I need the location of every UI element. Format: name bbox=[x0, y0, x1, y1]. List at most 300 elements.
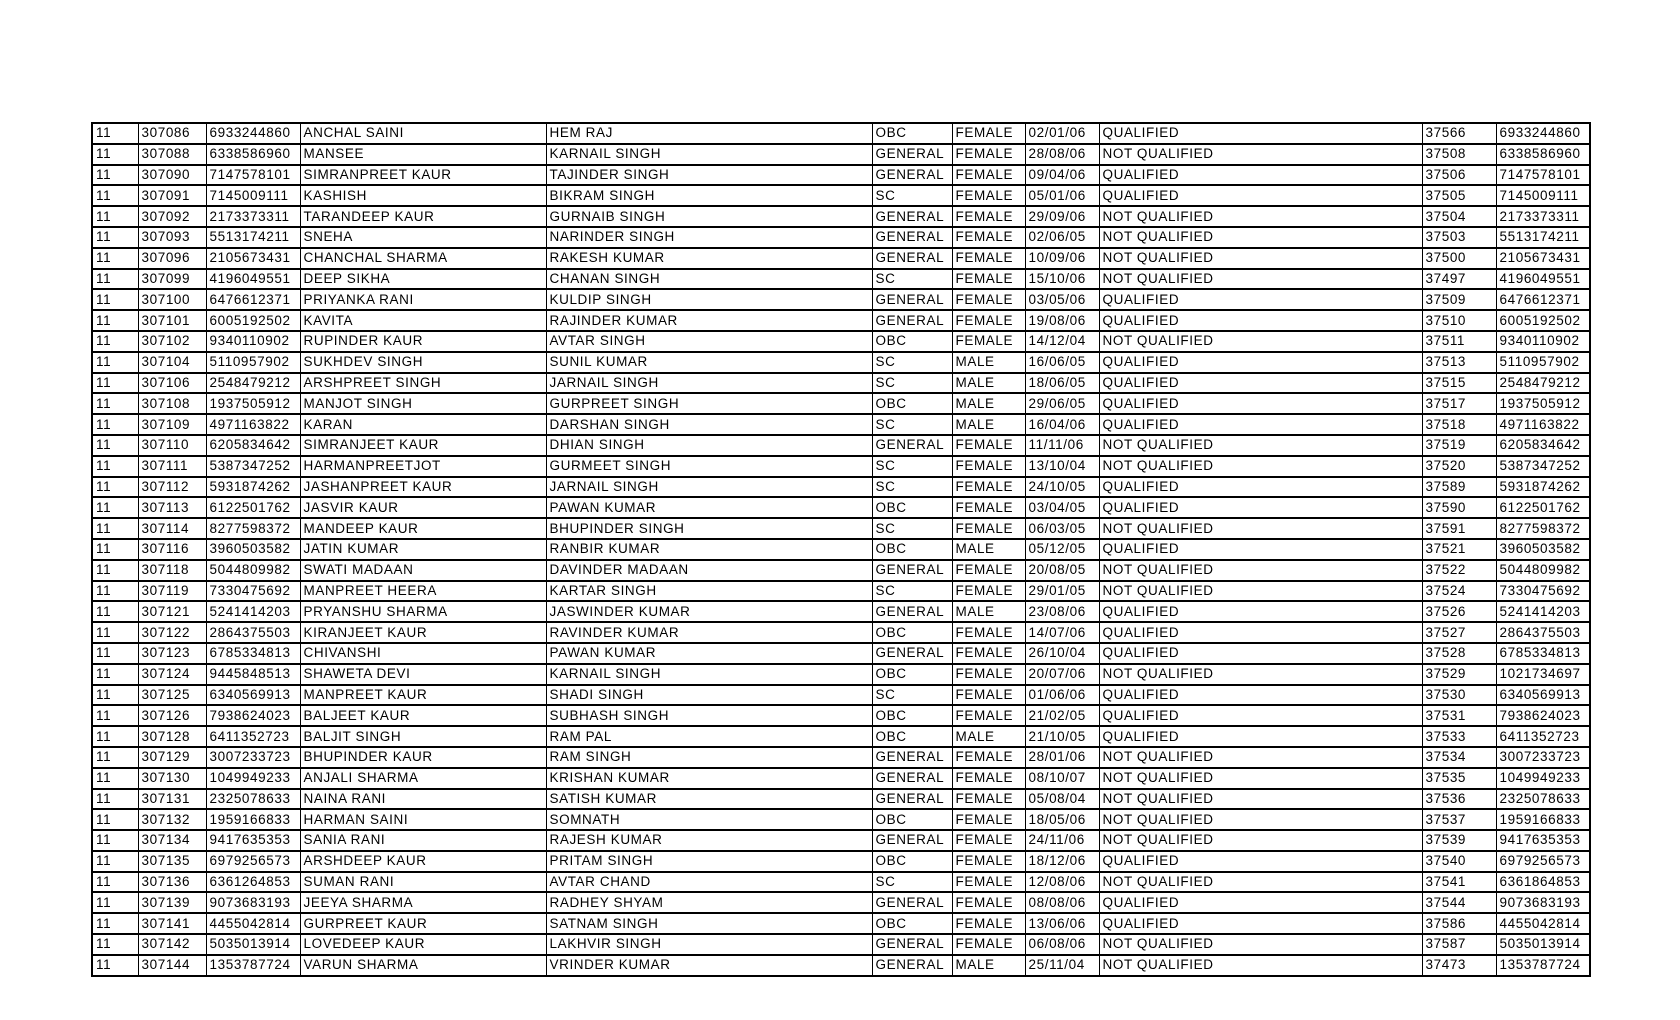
table-row bbox=[92, 269, 1590, 290]
result-cell: QUALIFIED bbox=[1099, 165, 1422, 186]
code-cell: 37513 bbox=[1422, 352, 1496, 373]
class-cell: 11 bbox=[92, 768, 138, 789]
gender-cell: FEMALE bbox=[952, 331, 1025, 352]
gender-cell: MALE bbox=[952, 539, 1025, 560]
table-row bbox=[92, 206, 1590, 227]
table-row bbox=[92, 352, 1590, 373]
dob-cell: 16/06/05 bbox=[1025, 352, 1099, 373]
table-row bbox=[92, 144, 1590, 165]
father-name-cell: NARINDER SINGH bbox=[546, 227, 872, 248]
result-cell: QUALIFIED bbox=[1099, 601, 1422, 622]
table-row bbox=[92, 913, 1590, 934]
registration-id-cell: 6476612371 bbox=[206, 289, 300, 310]
code-cell: 37508 bbox=[1422, 144, 1496, 165]
reference-id-cell: 6785334813 bbox=[1496, 643, 1590, 664]
code-cell: 37517 bbox=[1422, 393, 1496, 414]
class-cell: 11 bbox=[92, 289, 138, 310]
registration-id-cell: 1353787724 bbox=[206, 955, 300, 976]
registration-id-cell: 7147578101 bbox=[206, 165, 300, 186]
result-cell: NOT QUALIFIED bbox=[1099, 518, 1422, 539]
code-cell: 37533 bbox=[1422, 726, 1496, 747]
student-name-cell: SWATI MADAAN bbox=[300, 560, 546, 581]
result-cell: QUALIFIED bbox=[1099, 726, 1422, 747]
roll-number-cell: 307091 bbox=[138, 185, 206, 206]
category-cell: GENERAL bbox=[872, 601, 952, 622]
roll-number-cell: 307131 bbox=[138, 789, 206, 810]
reference-id-cell: 6338586960 bbox=[1496, 144, 1590, 165]
student-name-cell: CHIVANSHI bbox=[300, 643, 546, 664]
code-cell: 37520 bbox=[1422, 456, 1496, 477]
student-name-cell: SUKHDEV SINGH bbox=[300, 352, 546, 373]
code-cell: 37539 bbox=[1422, 830, 1496, 851]
student-name-cell: RUPINDER KAUR bbox=[300, 331, 546, 352]
reference-id-cell: 5044809982 bbox=[1496, 560, 1590, 581]
registration-id-cell: 5931874262 bbox=[206, 477, 300, 498]
code-cell: 37509 bbox=[1422, 289, 1496, 310]
registration-id-cell: 6005192502 bbox=[206, 310, 300, 331]
registration-id-cell: 1049949233 bbox=[206, 768, 300, 789]
registration-id-cell: 8277598372 bbox=[206, 518, 300, 539]
father-name-cell: LAKHVIR SINGH bbox=[546, 934, 872, 955]
table-row bbox=[92, 185, 1590, 206]
table-row bbox=[92, 539, 1590, 560]
category-cell: GENERAL bbox=[872, 768, 952, 789]
registration-id-cell: 9073683193 bbox=[206, 892, 300, 913]
class-cell: 11 bbox=[92, 913, 138, 934]
result-cell: QUALIFIED bbox=[1099, 497, 1422, 518]
gender-cell: FEMALE bbox=[952, 185, 1025, 206]
student-name-cell: HARMAN SAINI bbox=[300, 809, 546, 830]
registration-id-cell: 2105673431 bbox=[206, 248, 300, 269]
result-cell: NOT QUALIFIED bbox=[1099, 955, 1422, 976]
roll-number-cell: 307092 bbox=[138, 206, 206, 227]
code-cell: 37524 bbox=[1422, 581, 1496, 602]
category-cell: GENERAL bbox=[872, 227, 952, 248]
code-cell: 37590 bbox=[1422, 497, 1496, 518]
table-row bbox=[92, 435, 1590, 456]
student-name-cell: BALJIT SINGH bbox=[300, 726, 546, 747]
gender-cell: FEMALE bbox=[952, 851, 1025, 872]
student-name-cell: JATIN KUMAR bbox=[300, 539, 546, 560]
father-name-cell: PAWAN KUMAR bbox=[546, 497, 872, 518]
roll-number-cell: 307128 bbox=[138, 726, 206, 747]
result-cell: QUALIFIED bbox=[1099, 851, 1422, 872]
class-cell: 11 bbox=[92, 892, 138, 913]
result-cell: QUALIFIED bbox=[1099, 685, 1422, 706]
roll-number-cell: 307106 bbox=[138, 373, 206, 394]
table-row bbox=[92, 705, 1590, 726]
class-cell: 11 bbox=[92, 144, 138, 165]
student-name-cell: MANPREET HEERA bbox=[300, 581, 546, 602]
reference-id-cell: 4971163822 bbox=[1496, 414, 1590, 435]
gender-cell: FEMALE bbox=[952, 310, 1025, 331]
class-cell: 11 bbox=[92, 705, 138, 726]
table-row bbox=[92, 123, 1590, 144]
student-name-cell: MANSEE bbox=[300, 144, 546, 165]
gender-cell: MALE bbox=[952, 352, 1025, 373]
table-row bbox=[92, 643, 1590, 664]
dob-cell: 26/10/04 bbox=[1025, 643, 1099, 664]
result-cell: NOT QUALIFIED bbox=[1099, 872, 1422, 893]
category-cell: OBC bbox=[872, 913, 952, 934]
gender-cell: FEMALE bbox=[952, 560, 1025, 581]
father-name-cell: SATISH KUMAR bbox=[546, 789, 872, 810]
student-name-cell: JEEYA SHARMA bbox=[300, 892, 546, 913]
father-name-cell: DARSHAN SINGH bbox=[546, 414, 872, 435]
registration-id-cell: 6122501762 bbox=[206, 497, 300, 518]
student-name-cell: ARSHDEEP KAUR bbox=[300, 851, 546, 872]
student-name-cell: GURPREET KAUR bbox=[300, 913, 546, 934]
reference-id-cell: 2548479212 bbox=[1496, 373, 1590, 394]
roll-number-cell: 307139 bbox=[138, 892, 206, 913]
category-cell: GENERAL bbox=[872, 789, 952, 810]
table-row bbox=[92, 955, 1590, 976]
class-cell: 11 bbox=[92, 581, 138, 602]
class-cell: 11 bbox=[92, 435, 138, 456]
result-cell: QUALIFIED bbox=[1099, 643, 1422, 664]
dob-cell: 24/10/05 bbox=[1025, 477, 1099, 498]
category-cell: SC bbox=[872, 414, 952, 435]
father-name-cell: PAWAN KUMAR bbox=[546, 643, 872, 664]
table-row bbox=[92, 289, 1590, 310]
class-cell: 11 bbox=[92, 664, 138, 685]
registration-id-cell: 7145009111 bbox=[206, 185, 300, 206]
dob-cell: 28/01/06 bbox=[1025, 747, 1099, 768]
category-cell: GENERAL bbox=[872, 206, 952, 227]
code-cell: 37537 bbox=[1422, 809, 1496, 830]
category-cell: GENERAL bbox=[872, 955, 952, 976]
table-row bbox=[92, 851, 1590, 872]
gender-cell: MALE bbox=[952, 601, 1025, 622]
father-name-cell: SHADI SINGH bbox=[546, 685, 872, 706]
dob-cell: 10/09/06 bbox=[1025, 248, 1099, 269]
reference-id-cell: 1353787724 bbox=[1496, 955, 1590, 976]
gender-cell: FEMALE bbox=[952, 165, 1025, 186]
dob-cell: 29/09/06 bbox=[1025, 206, 1099, 227]
dob-cell: 02/01/06 bbox=[1025, 123, 1099, 144]
student-name-cell: PRIYANKA RANI bbox=[300, 289, 546, 310]
dob-cell: 06/08/06 bbox=[1025, 934, 1099, 955]
registration-id-cell: 6205834642 bbox=[206, 435, 300, 456]
gender-cell: FEMALE bbox=[952, 123, 1025, 144]
result-cell: QUALIFIED bbox=[1099, 622, 1422, 643]
roll-number-cell: 307113 bbox=[138, 497, 206, 518]
roll-number-cell: 307124 bbox=[138, 664, 206, 685]
category-cell: OBC bbox=[872, 851, 952, 872]
class-cell: 11 bbox=[92, 934, 138, 955]
student-name-cell: SUMAN RANI bbox=[300, 872, 546, 893]
class-cell: 11 bbox=[92, 643, 138, 664]
registration-id-cell: 4455042814 bbox=[206, 913, 300, 934]
dob-cell: 03/04/05 bbox=[1025, 497, 1099, 518]
class-cell: 11 bbox=[92, 456, 138, 477]
category-cell: GENERAL bbox=[872, 289, 952, 310]
code-cell: 37544 bbox=[1422, 892, 1496, 913]
code-cell: 37511 bbox=[1422, 331, 1496, 352]
code-cell: 37591 bbox=[1422, 518, 1496, 539]
category-cell: SC bbox=[872, 185, 952, 206]
father-name-cell: GURNAIB SINGH bbox=[546, 206, 872, 227]
class-cell: 11 bbox=[92, 352, 138, 373]
dob-cell: 05/12/05 bbox=[1025, 539, 1099, 560]
code-cell: 37534 bbox=[1422, 747, 1496, 768]
result-cell: NOT QUALIFIED bbox=[1099, 331, 1422, 352]
table-row bbox=[92, 809, 1590, 830]
father-name-cell: KULDIP SINGH bbox=[546, 289, 872, 310]
roll-number-cell: 307121 bbox=[138, 601, 206, 622]
reference-id-cell: 9340110902 bbox=[1496, 331, 1590, 352]
reference-id-cell: 1959166833 bbox=[1496, 809, 1590, 830]
table-body bbox=[92, 123, 1590, 976]
table-row bbox=[92, 518, 1590, 539]
reference-id-cell: 7147578101 bbox=[1496, 165, 1590, 186]
registration-id-cell: 7938624023 bbox=[206, 705, 300, 726]
father-name-cell: KRISHAN KUMAR bbox=[546, 768, 872, 789]
gender-cell: MALE bbox=[952, 414, 1025, 435]
category-cell: GENERAL bbox=[872, 560, 952, 581]
roll-number-cell: 307136 bbox=[138, 872, 206, 893]
registration-id-cell: 5044809982 bbox=[206, 560, 300, 581]
category-cell: GENERAL bbox=[872, 144, 952, 165]
category-cell: SC bbox=[872, 477, 952, 498]
code-cell: 37503 bbox=[1422, 227, 1496, 248]
result-cell: NOT QUALIFIED bbox=[1099, 934, 1422, 955]
result-cell: QUALIFIED bbox=[1099, 539, 1422, 560]
reference-id-cell: 6361864853 bbox=[1496, 872, 1590, 893]
result-cell: QUALIFIED bbox=[1099, 393, 1422, 414]
student-name-cell: JASHANPREET KAUR bbox=[300, 477, 546, 498]
category-cell: OBC bbox=[872, 705, 952, 726]
student-name-cell: MANDEEP KAUR bbox=[300, 518, 546, 539]
category-cell: GENERAL bbox=[872, 892, 952, 913]
roll-number-cell: 307112 bbox=[138, 477, 206, 498]
father-name-cell: KARNAIL SINGH bbox=[546, 144, 872, 165]
roll-number-cell: 307141 bbox=[138, 913, 206, 934]
table-row bbox=[92, 497, 1590, 518]
code-cell: 37518 bbox=[1422, 414, 1496, 435]
roll-number-cell: 307129 bbox=[138, 747, 206, 768]
father-name-cell: SUNIL KUMAR bbox=[546, 352, 872, 373]
class-cell: 11 bbox=[92, 539, 138, 560]
dob-cell: 29/01/05 bbox=[1025, 581, 1099, 602]
student-name-cell: TARANDEEP KAUR bbox=[300, 206, 546, 227]
class-cell: 11 bbox=[92, 206, 138, 227]
roll-number-cell: 307119 bbox=[138, 581, 206, 602]
category-cell: GENERAL bbox=[872, 165, 952, 186]
results-sheet bbox=[91, 122, 1589, 977]
roll-number-cell: 307130 bbox=[138, 768, 206, 789]
student-name-cell: CHANCHAL SHARMA bbox=[300, 248, 546, 269]
father-name-cell: BHUPINDER SINGH bbox=[546, 518, 872, 539]
father-name-cell: KARTAR SINGH bbox=[546, 581, 872, 602]
father-name-cell: SATNAM SINGH bbox=[546, 913, 872, 934]
table-row bbox=[92, 789, 1590, 810]
roll-number-cell: 307109 bbox=[138, 414, 206, 435]
reference-id-cell: 2325078633 bbox=[1496, 789, 1590, 810]
code-cell: 37536 bbox=[1422, 789, 1496, 810]
registration-id-cell: 2548479212 bbox=[206, 373, 300, 394]
reference-id-cell: 5387347252 bbox=[1496, 456, 1590, 477]
category-cell: SC bbox=[872, 269, 952, 290]
gender-cell: FEMALE bbox=[952, 643, 1025, 664]
gender-cell: MALE bbox=[952, 726, 1025, 747]
father-name-cell: AVTAR CHAND bbox=[546, 872, 872, 893]
table-row bbox=[92, 934, 1590, 955]
reference-id-cell: 5931874262 bbox=[1496, 477, 1590, 498]
dob-cell: 09/04/06 bbox=[1025, 165, 1099, 186]
category-cell: SC bbox=[872, 373, 952, 394]
reference-id-cell: 6205834642 bbox=[1496, 435, 1590, 456]
dob-cell: 03/05/06 bbox=[1025, 289, 1099, 310]
dob-cell: 12/08/06 bbox=[1025, 872, 1099, 893]
student-name-cell: SANIA RANI bbox=[300, 830, 546, 851]
registration-id-cell: 9445848513 bbox=[206, 664, 300, 685]
registration-id-cell: 6361264853 bbox=[206, 872, 300, 893]
registration-id-cell: 2325078633 bbox=[206, 789, 300, 810]
table-row bbox=[92, 331, 1590, 352]
category-cell: OBC bbox=[872, 539, 952, 560]
registration-id-cell: 7330475692 bbox=[206, 581, 300, 602]
father-name-cell: RAVINDER KUMAR bbox=[546, 622, 872, 643]
father-name-cell: SOMNATH bbox=[546, 809, 872, 830]
result-cell: NOT QUALIFIED bbox=[1099, 560, 1422, 581]
code-cell: 37527 bbox=[1422, 622, 1496, 643]
category-cell: SC bbox=[872, 352, 952, 373]
gender-cell: FEMALE bbox=[952, 892, 1025, 913]
gender-cell: FEMALE bbox=[952, 248, 1025, 269]
student-name-cell: KIRANJEET KAUR bbox=[300, 622, 546, 643]
registration-id-cell: 5241414203 bbox=[206, 601, 300, 622]
dob-cell: 29/06/05 bbox=[1025, 393, 1099, 414]
dob-cell: 11/11/06 bbox=[1025, 435, 1099, 456]
reference-id-cell: 6933244860 bbox=[1496, 123, 1590, 144]
dob-cell: 08/10/07 bbox=[1025, 768, 1099, 789]
student-name-cell: LOVEDEEP KAUR bbox=[300, 934, 546, 955]
dob-cell: 24/11/06 bbox=[1025, 830, 1099, 851]
result-cell: NOT QUALIFIED bbox=[1099, 664, 1422, 685]
father-name-cell: JARNAIL SINGH bbox=[546, 477, 872, 498]
registration-id-cell: 6411352723 bbox=[206, 726, 300, 747]
registration-id-cell: 9417635353 bbox=[206, 830, 300, 851]
gender-cell: FEMALE bbox=[952, 747, 1025, 768]
roll-number-cell: 307114 bbox=[138, 518, 206, 539]
gender-cell: FEMALE bbox=[952, 456, 1025, 477]
gender-cell: MALE bbox=[952, 955, 1025, 976]
gender-cell: FEMALE bbox=[952, 518, 1025, 539]
class-cell: 11 bbox=[92, 685, 138, 706]
dob-cell: 13/10/04 bbox=[1025, 456, 1099, 477]
class-cell: 11 bbox=[92, 809, 138, 830]
code-cell: 37587 bbox=[1422, 934, 1496, 955]
dob-cell: 15/10/06 bbox=[1025, 269, 1099, 290]
class-cell: 11 bbox=[92, 789, 138, 810]
category-cell: OBC bbox=[872, 497, 952, 518]
dob-cell: 23/08/06 bbox=[1025, 601, 1099, 622]
code-cell: 37522 bbox=[1422, 560, 1496, 581]
class-cell: 11 bbox=[92, 518, 138, 539]
roll-number-cell: 307135 bbox=[138, 851, 206, 872]
registration-id-cell: 6338586960 bbox=[206, 144, 300, 165]
registration-id-cell: 6340569913 bbox=[206, 685, 300, 706]
dob-cell: 14/12/04 bbox=[1025, 331, 1099, 352]
student-name-cell: DEEP SIKHA bbox=[300, 269, 546, 290]
code-cell: 37504 bbox=[1422, 206, 1496, 227]
student-name-cell: NAINA RANI bbox=[300, 789, 546, 810]
reference-id-cell: 4455042814 bbox=[1496, 913, 1590, 934]
table-row bbox=[92, 664, 1590, 685]
roll-number-cell: 307126 bbox=[138, 705, 206, 726]
roll-number-cell: 307086 bbox=[138, 123, 206, 144]
code-cell: 37515 bbox=[1422, 373, 1496, 394]
table-row bbox=[92, 477, 1590, 498]
gender-cell: FEMALE bbox=[952, 705, 1025, 726]
dob-cell: 05/08/04 bbox=[1025, 789, 1099, 810]
class-cell: 11 bbox=[92, 414, 138, 435]
registration-id-cell: 6785334813 bbox=[206, 643, 300, 664]
student-name-cell: VARUN SHARMA bbox=[300, 955, 546, 976]
roll-number-cell: 307108 bbox=[138, 393, 206, 414]
gender-cell: FEMALE bbox=[952, 206, 1025, 227]
table-row bbox=[92, 830, 1590, 851]
father-name-cell: DHIAN SINGH bbox=[546, 435, 872, 456]
class-cell: 11 bbox=[92, 477, 138, 498]
category-cell: SC bbox=[872, 685, 952, 706]
code-cell: 37500 bbox=[1422, 248, 1496, 269]
roll-number-cell: 307093 bbox=[138, 227, 206, 248]
category-cell: OBC bbox=[872, 726, 952, 747]
table-row bbox=[92, 768, 1590, 789]
registration-id-cell: 6979256573 bbox=[206, 851, 300, 872]
result-cell: QUALIFIED bbox=[1099, 913, 1422, 934]
category-cell: GENERAL bbox=[872, 248, 952, 269]
result-cell: QUALIFIED bbox=[1099, 310, 1422, 331]
registration-id-cell: 2864375503 bbox=[206, 622, 300, 643]
result-cell: QUALIFIED bbox=[1099, 123, 1422, 144]
table-row bbox=[92, 726, 1590, 747]
roll-number-cell: 307144 bbox=[138, 955, 206, 976]
student-name-cell: KASHISH bbox=[300, 185, 546, 206]
class-cell: 11 bbox=[92, 227, 138, 248]
dob-cell: 20/07/06 bbox=[1025, 664, 1099, 685]
reference-id-cell: 1937505912 bbox=[1496, 393, 1590, 414]
dob-cell: 06/03/05 bbox=[1025, 518, 1099, 539]
student-name-cell: BALJEET KAUR bbox=[300, 705, 546, 726]
dob-cell: 18/06/05 bbox=[1025, 373, 1099, 394]
student-name-cell: SIMRANPREET KAUR bbox=[300, 165, 546, 186]
category-cell: GENERAL bbox=[872, 830, 952, 851]
gender-cell: MALE bbox=[952, 393, 1025, 414]
reference-id-cell: 6340569913 bbox=[1496, 685, 1590, 706]
reference-id-cell: 9073683193 bbox=[1496, 892, 1590, 913]
father-name-cell: RAM SINGH bbox=[546, 747, 872, 768]
result-cell: NOT QUALIFIED bbox=[1099, 456, 1422, 477]
class-cell: 11 bbox=[92, 726, 138, 747]
category-cell: GENERAL bbox=[872, 435, 952, 456]
code-cell: 37586 bbox=[1422, 913, 1496, 934]
father-name-cell: RANBIR KUMAR bbox=[546, 539, 872, 560]
student-name-cell: HARMANPREETJOT bbox=[300, 456, 546, 477]
code-cell: 37528 bbox=[1422, 643, 1496, 664]
class-cell: 11 bbox=[92, 830, 138, 851]
result-cell: QUALIFIED bbox=[1099, 414, 1422, 435]
reference-id-cell: 2864375503 bbox=[1496, 622, 1590, 643]
reference-id-cell: 2173373311 bbox=[1496, 206, 1590, 227]
reference-id-cell: 6005192502 bbox=[1496, 310, 1590, 331]
reference-id-cell: 2105673431 bbox=[1496, 248, 1590, 269]
reference-id-cell: 7145009111 bbox=[1496, 185, 1590, 206]
category-cell: OBC bbox=[872, 123, 952, 144]
roll-number-cell: 307118 bbox=[138, 560, 206, 581]
